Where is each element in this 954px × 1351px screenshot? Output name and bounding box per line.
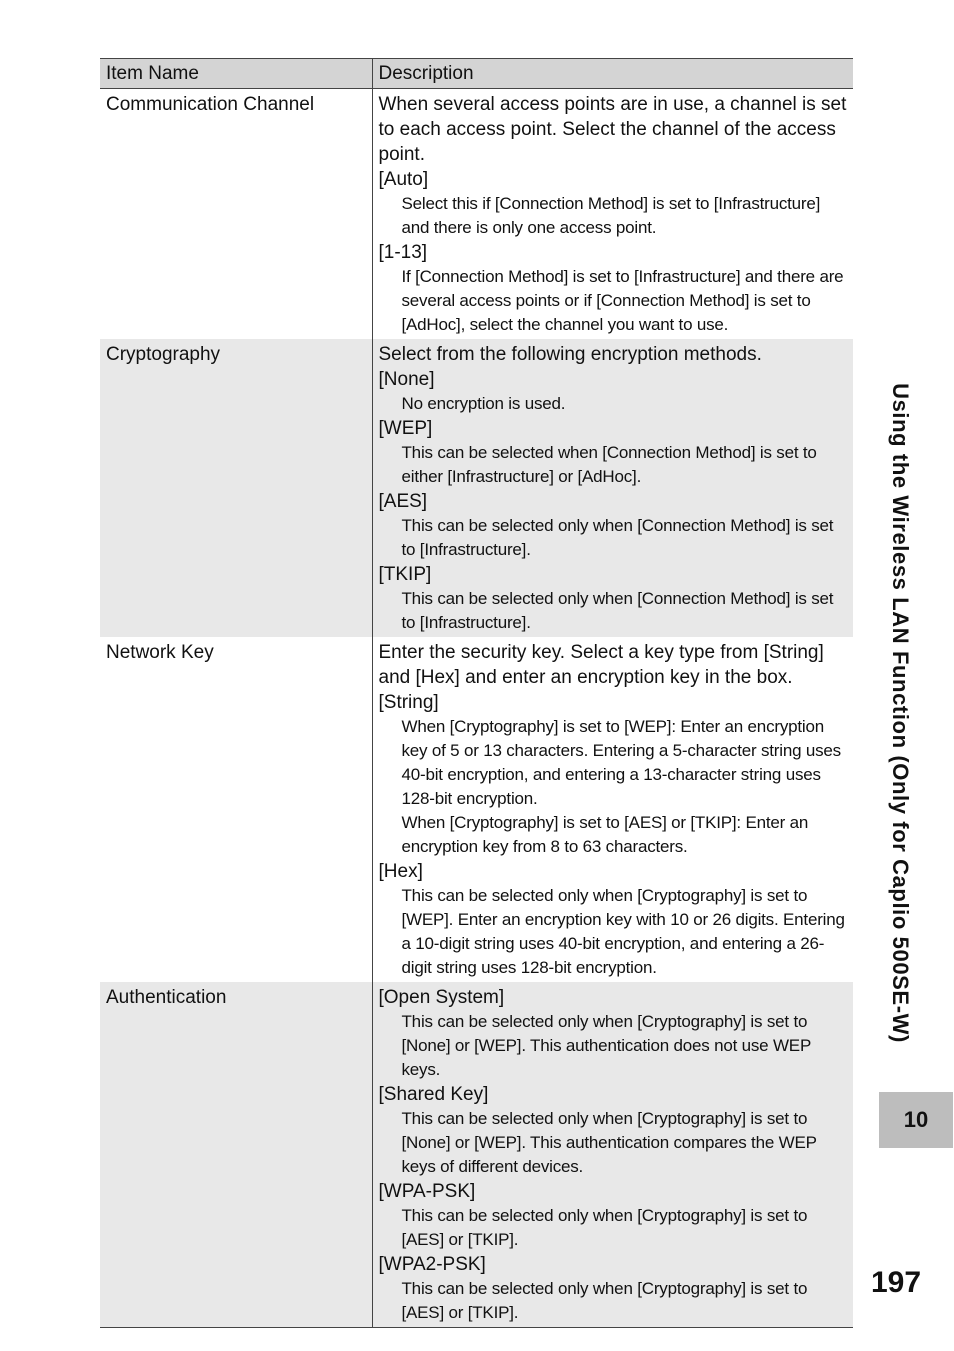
table-header-row (100, 59, 853, 89)
option-label: [Shared Key] (378, 1084, 489, 1105)
description-intro: When several access points are in use, a channel is set to each access point. Select the channel of the access point. (378, 94, 847, 165)
description-intro: Select from the following encryption methods. (378, 344, 762, 365)
option-detail: This can be selected when [Connection Method] is set to either [Infrastructure] or [AdHoc]. (401, 443, 817, 486)
option-label: [WPA-PSK] (378, 1181, 476, 1202)
description-cell (372, 339, 853, 637)
description-cell (372, 637, 853, 982)
option-label: [WEP] (378, 418, 433, 439)
description-cell (372, 89, 853, 340)
option-detail: No encryption is used. (401, 394, 566, 413)
option-detail: This can be selected only when [Cryptography] is set to [AES] or [TKIP]. (401, 1279, 808, 1322)
option-label: [1-13] (378, 242, 428, 263)
option-detail: When [Cryptography] is set to [WEP]: Enter an encryption key of 5 or 13 characters. Entering a 5-character string uses 40-bit encryption, and entering a 13-character string uses 128-bit encryption. (401, 717, 841, 808)
description-cell (372, 982, 853, 1328)
table-row (100, 637, 853, 982)
chapter-side-title-text: Using the Wireless LAN Function (Only for Caplio 500SE-W) (888, 383, 913, 1043)
option-detail: This can be selected only when [Cryptography] is set to [None] or [WEP]. This authentication compares the WEP keys of different devices. (401, 1109, 817, 1176)
item-name-cell: Cryptography (100, 339, 372, 637)
description-intro: Enter the security key. Select a key type from [String] and [Hex] and enter an encryption key in the box. (378, 642, 824, 688)
option-label: [Hex] (378, 861, 423, 882)
option-label: [None] (378, 369, 435, 390)
option-detail: If [Connection Method] is set to [Infrastructure] and there are several access points or if [Connection Method] is set to [AdHoc], select the channel you want to use. (401, 267, 844, 334)
table-row (100, 339, 853, 637)
table-body (100, 89, 853, 1328)
chapter-side-title (875, 348, 925, 1078)
option-detail: This can be selected only when [Cryptography] is set to [WEP]. Enter an encryption key with 10 or 26 digits. Entering a 10-digit string uses 40-bit encryption, and entering a 26-digit string uses 128-bit encryption. (401, 886, 845, 977)
chapter-number: 10 (903, 1107, 929, 1132)
table-row (100, 982, 853, 1328)
option-label: [Open System] (378, 987, 505, 1008)
option-label: [WPA2-PSK] (378, 1254, 486, 1275)
option-label: [String] (378, 692, 439, 713)
table-row (100, 89, 853, 340)
item-name-cell: Network Key (100, 637, 372, 982)
option-detail: Select this if [Connection Method] is set to [Infrastructure] and there is only one access point. (401, 194, 821, 237)
option-detail: This can be selected only when [Connection Method] is set to [Infrastructure]. (401, 516, 834, 559)
column-header-item-name: Item Name (100, 59, 372, 89)
settings-table (100, 58, 853, 1328)
chapter-tab (879, 1092, 953, 1148)
item-name-cell: Authentication (100, 982, 372, 1328)
page-number: 197 (870, 1266, 922, 1299)
option-label: [AES] (378, 491, 428, 512)
option-label: [TKIP] (378, 564, 432, 585)
item-name-cell: Communication Channel (100, 89, 372, 340)
option-detail: This can be selected only when [Connection Method] is set to [Infrastructure]. (401, 589, 834, 632)
option-detail: When [Cryptography] is set to [AES] or [TKIP]: Enter an encryption key from 8 to 63 characters. (401, 813, 809, 856)
column-header-description: Description (372, 59, 853, 89)
option-detail: This can be selected only when [Cryptography] is set to [None] or [WEP]. This authentication does not use WEP keys. (401, 1012, 811, 1079)
option-detail: This can be selected only when [Cryptography] is set to [AES] or [TKIP]. (401, 1206, 808, 1249)
option-label: [Auto] (378, 169, 429, 190)
